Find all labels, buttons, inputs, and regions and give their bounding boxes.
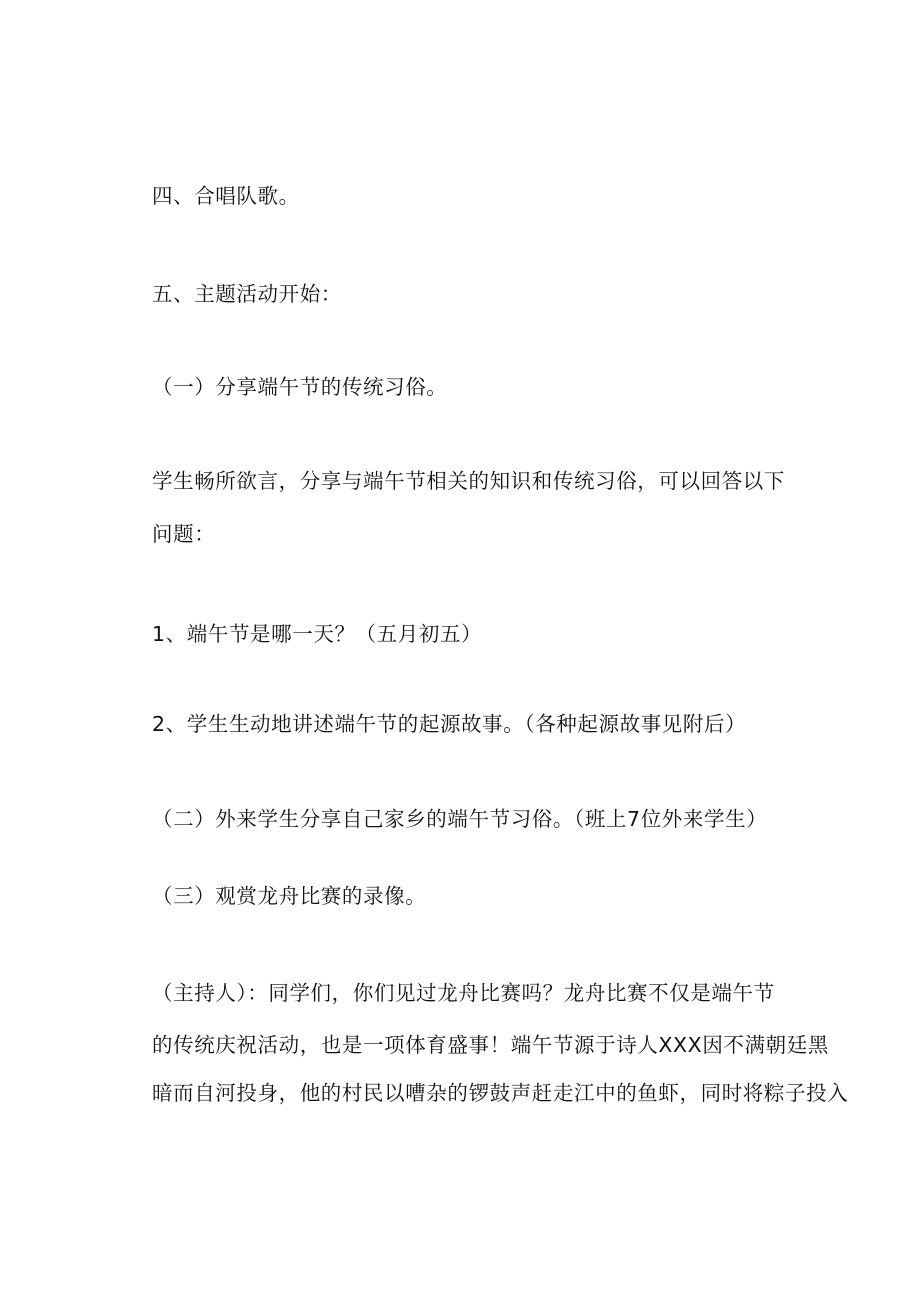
subsection-heading-1: （一）分享端午节的传统习俗。 (152, 375, 448, 399)
subsection-heading-3: （三）观赏龙舟比赛的录像。 (152, 884, 427, 908)
paragraph-line: 的传统庆祝活动，也是一项体育盛事！端午节源于诗人XXX因不满朝廷黑 (152, 1033, 829, 1057)
subsection-heading-2: （二）外来学生分享自己家乡的端午节习俗。（班上7位外来学生） (152, 807, 768, 831)
section-heading-5: 五、主题活动开始： (152, 282, 342, 306)
paragraph-line: 暗而自河投身，他的村民以嘈杂的锣鼓声赶走江中的鱼虾，同时将粽子投入 (152, 1081, 849, 1105)
question-item-2: 2、学生生动地讲述端午节的起源故事。（各种起源故事见附后） (152, 712, 747, 736)
paragraph-line: 学生畅所欲言，分享与端午节相关的知识和传统习俗，可以回答以下 (152, 469, 785, 493)
question-item-1: 1、端午节是哪一天？（五月初五） (152, 622, 483, 646)
paragraph-line: 问题： (152, 522, 216, 546)
paragraph-line: （主持人）：同学们，你们见过龙舟比赛吗？龙舟比赛不仅是端午节 (152, 981, 775, 1005)
section-heading-4: 四、合唱队歌。 (152, 184, 300, 208)
